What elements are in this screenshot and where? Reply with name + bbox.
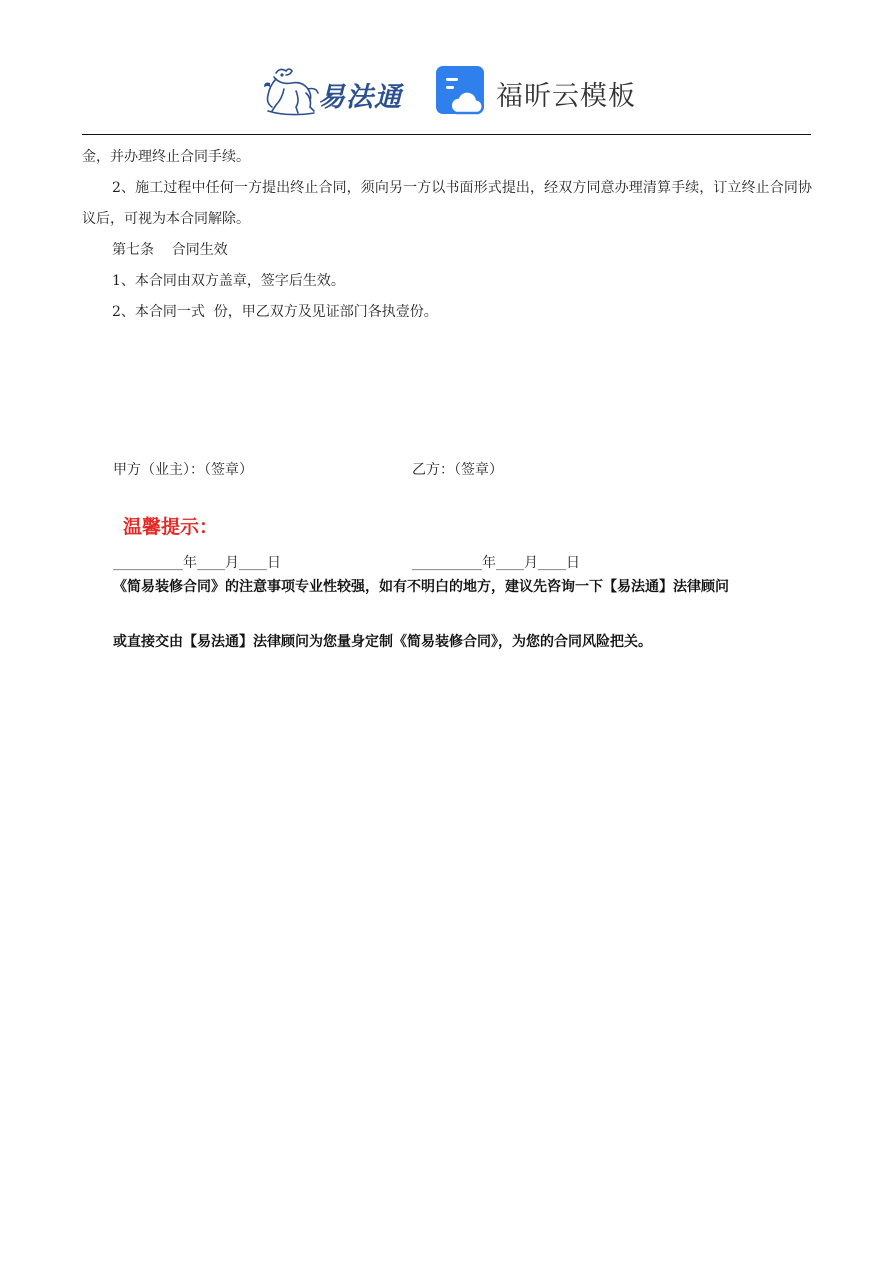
- continued-line: 金，并办理终止合同手续。: [82, 149, 250, 165]
- article-seven-item-1: 1、本合同由双方盖章，签字后生效。: [112, 273, 345, 289]
- header-divider: [82, 134, 811, 135]
- contract-body: [82, 142, 812, 328]
- fuxin-logo-text: 福昕云模板: [496, 81, 636, 112]
- party-a-label: 甲方（业主）：（签章）: [113, 462, 253, 478]
- cloud-document-icon: [434, 63, 490, 119]
- tip-line-1: 《简易装修合同》的注意事项专业性较强，如有不明白的地方，建议先咨询一下【易法通】法律顾问: [113, 579, 729, 595]
- article-seven-heading: 第七条 合同生效: [112, 242, 228, 258]
- page-header: [0, 55, 893, 125]
- party-b-date: __________年____月____日: [412, 555, 580, 571]
- party-a-date: __________年____月____日: [113, 555, 281, 571]
- tip-line-2: 或直接交由【易法通】法律顾问为您量身定制《简易装修合同》，为您的合同风险把关。: [113, 634, 652, 650]
- qilin-icon: [262, 63, 322, 119]
- yifatong-logo: [262, 63, 412, 119]
- tip-title: 温馨提示：: [123, 516, 219, 538]
- tip-body: [113, 560, 813, 670]
- party-b-label: 乙方：（签章）: [412, 462, 503, 478]
- article-seven-item-2: 2、本合同一式 份，甲乙双方及见证部门各执壹份。: [112, 304, 438, 320]
- termination-paragraph: 2、施工过程中任何一方提出终止合同，须向另一方以书面形式提出，经双方同意办理清算手续，订立终止合同协议后，可视为本合同解除。: [82, 180, 812, 227]
- fuxin-logo: [434, 63, 644, 119]
- yifatong-logo-text: 易法通: [318, 82, 402, 113]
